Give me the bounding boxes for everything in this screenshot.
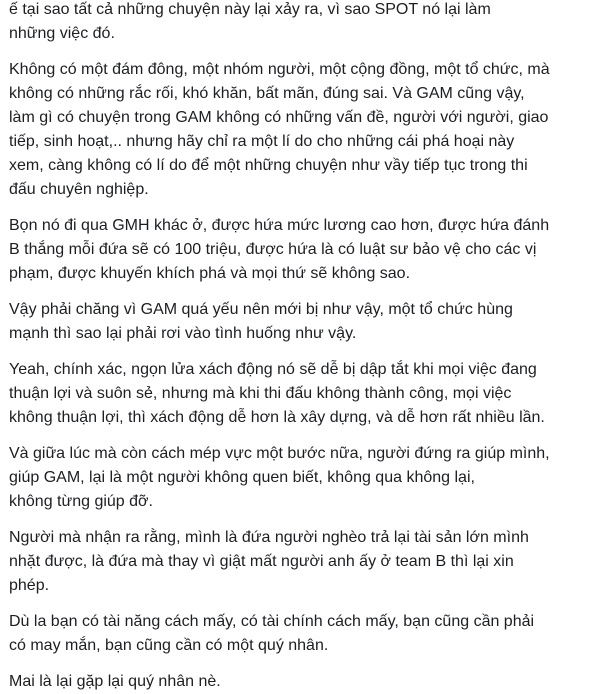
- text-line: những việc đó.: [9, 25, 115, 42]
- paragraph-3: [9, 214, 595, 286]
- text-line: phép.: [9, 577, 50, 594]
- text-line: Bọn nó đi qua GMH khác ở, được hứa mức lương cao hơn, được hứa đánh: [9, 217, 550, 234]
- text-line: có may mắn, bạn cũng cần có một quý nhân.: [9, 637, 329, 654]
- text-line: Và giữa lúc mà còn cách mép vực một bước nữa, người đứng ra giúp mình,: [9, 445, 550, 462]
- paragraph-9: [9, 670, 595, 694]
- paragraph-8: [9, 610, 595, 658]
- paragraph-5: [9, 358, 595, 430]
- text-line: xem, càng không có lí do để một những chuyện như vầy tiếp tục trong thi: [9, 157, 528, 174]
- text-line: Người mà nhận ra rằng, mình là đứa người nghèo trả lại tài sản lớn mình: [9, 529, 529, 546]
- paragraph-7: [9, 526, 595, 598]
- text-line: không có những rắc rối, khó khăn, bất mãn, đúng sai. Và GAM cũng vậy,: [9, 85, 525, 102]
- text-line: nhặt được, là đứa mà thay vì giật mất người anh ấy ở team B thì lại xin: [9, 553, 514, 570]
- text-line: đấu chuyên nghiệp.: [9, 181, 149, 198]
- paragraph-2: [9, 58, 595, 202]
- text-line: phạm, được khuyến khích phá và mọi thứ sẽ không sao.: [9, 265, 411, 282]
- text-line: không từng giúp đỡ.: [9, 493, 153, 510]
- paragraph-6: [9, 442, 595, 514]
- text-line: làm gì có chuyện trong GAM không có những vấn đề, người với người, giao: [9, 109, 549, 126]
- paragraph-1: [9, 0, 595, 46]
- text-line: Yeah, chính xác, ngọn lửa xách động nó sẽ dễ bị dập tắt khi mọi việc đang: [9, 361, 537, 378]
- paragraph-4: [9, 298, 595, 346]
- post-body: [9, 0, 595, 694]
- text-line: tiếp, sinh hoạt,.. nhưng hãy chỉ ra một lí do cho những cái phá hoại này: [9, 133, 515, 150]
- text-line: Mai là lại gặp lại quý nhân nè.: [9, 673, 221, 690]
- text-line: thuận lợi và suôn sẻ, nhưng mà khi thi đấu không thành công, mọi việc: [9, 385, 512, 402]
- text-line: Dù la bạn có tài năng cách mấy, có tài chính cách mấy, bạn cũng cần phải: [9, 613, 535, 630]
- text-line: không thuận lợi, thì xách động dễ hơn là xây dựng, và dễ hơn rất nhiều lần.: [9, 409, 545, 426]
- text-line: Không có một đám đông, một nhóm người, một cộng đồng, một tổ chức, mà: [9, 61, 550, 78]
- text-line: giúp GAM, lại là một người không quen biết, không qua không lại,: [9, 469, 475, 486]
- text-line: Vậy phải chăng vì GAM quá yếu nên mới bị như vậy, một tổ chức hùng: [9, 301, 513, 318]
- text-line: ế tại sao tất cả những chuyện này lại xảy ra, vì sao SPOT nó lại làm: [9, 1, 491, 18]
- text-line: B thắng mỗi đứa sẽ có 100 triệu, được hứa là có luật sư bảo vệ cho các vị: [9, 241, 537, 258]
- text-line: mạnh thì sao lại phải rơi vào tình huống như vậy.: [9, 325, 357, 342]
